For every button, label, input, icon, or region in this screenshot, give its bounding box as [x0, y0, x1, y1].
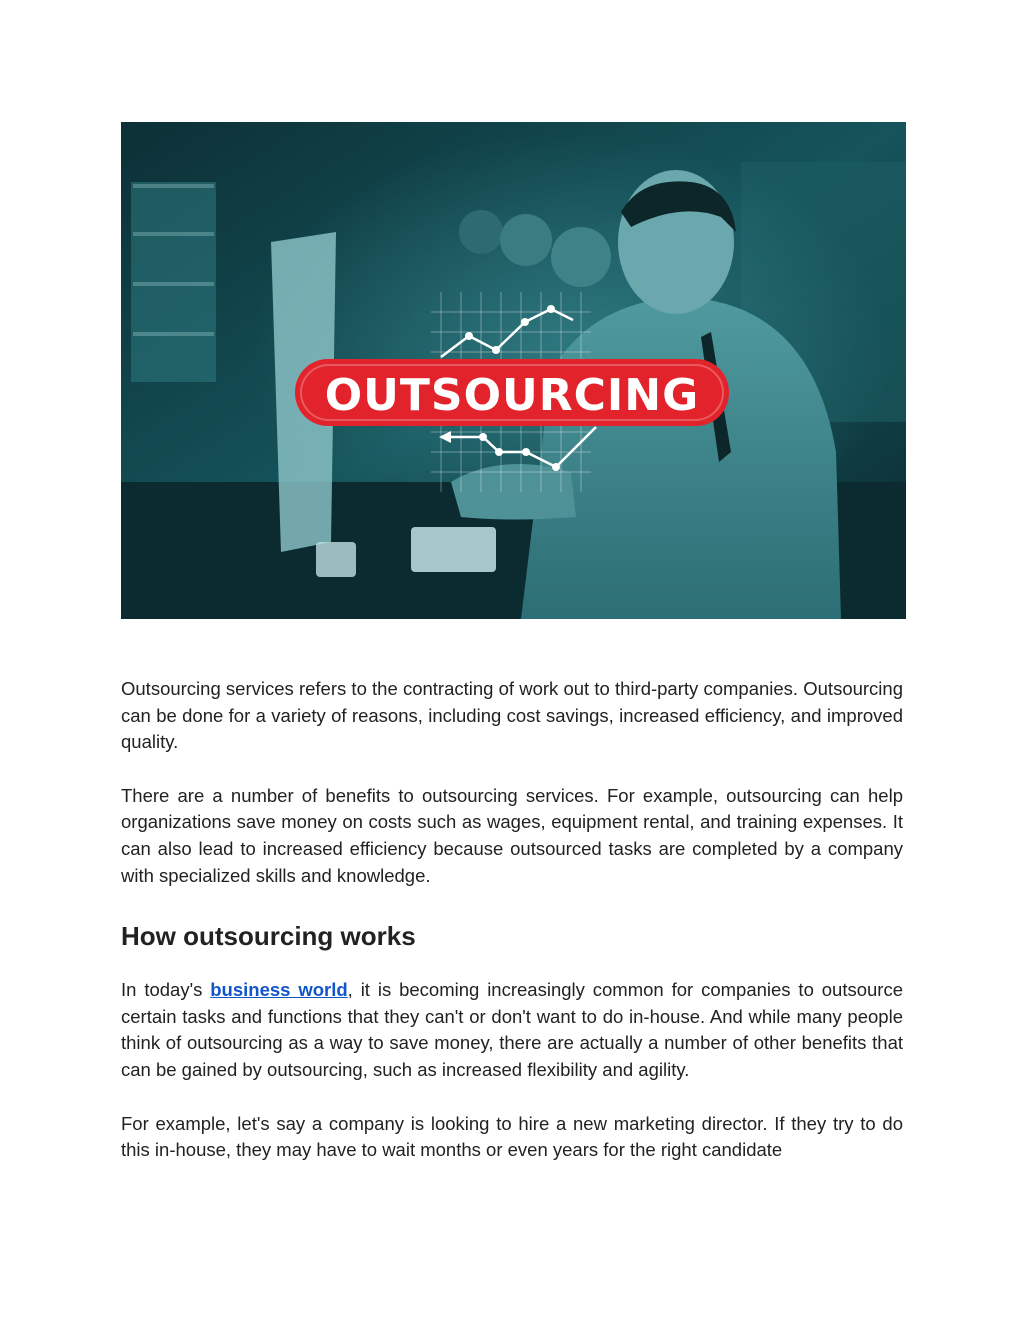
paragraph-how-it-works [121, 977, 903, 1083]
business-world-link[interactable]: business world [210, 979, 348, 1001]
paragraph-intro: Outsourcing services refers to the contracting of work out to third-party companies. Outsourcing can be done for a variety of reasons, including cost savings, increased efficiency, and improved quality. [121, 678, 903, 753]
section-heading: How outsourcing works [121, 921, 416, 952]
badge-text: OUTSOURCING [324, 370, 700, 421]
paragraph-benefits: There are a number of benefits to outsourcing services. For example, outsourcing can help organizations save money on costs such as wages, equipment rental, and training expenses. It can also lead to increased efficiency because outsourced tasks are completed by a company with specialized skills and knowledge. [121, 784, 903, 886]
article-body [121, 676, 903, 1164]
outsourcing-banner-image [121, 122, 906, 619]
hero-image [121, 122, 906, 619]
paragraph-text: In today's [121, 979, 211, 1001]
paragraph-text: , it is becoming increasingly common for companies to outsource certain tasks and functions that they can't or don't want to do in-house. And while many people think of outsourcing as a way to save money, there are actually a number of other benefits that can be gained by outsourcing, such as increased flexibility and agility. [121, 979, 903, 1080]
paragraph-example: For example, let's say a company is looking to hire a new marketing director. If they try to do this in-house, they may have to wait months or even years for the right candidate [121, 1112, 903, 1161]
